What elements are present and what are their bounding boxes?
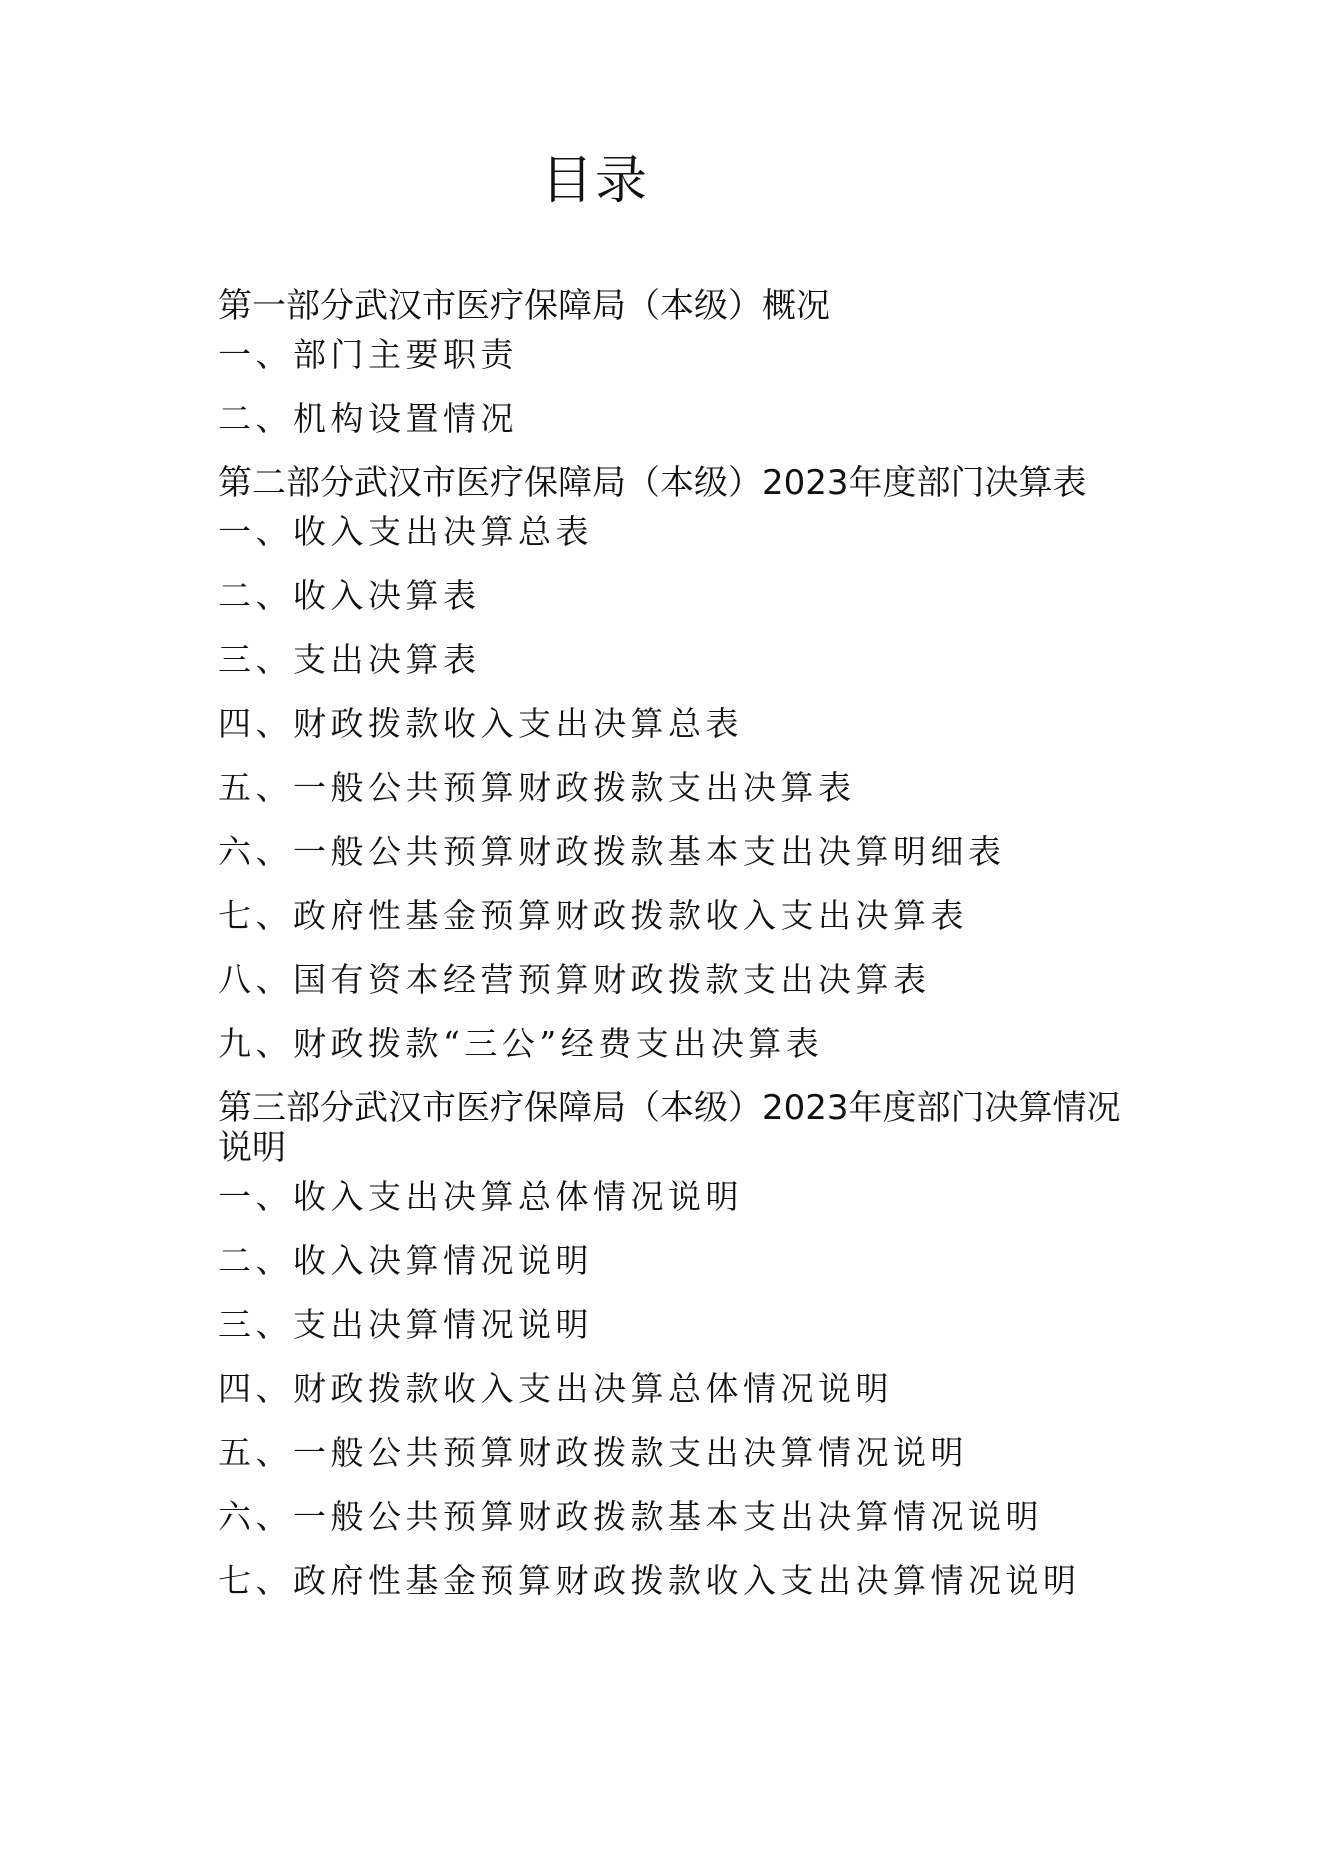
- table-of-contents: [218, 278, 1153, 1625]
- toc-item[interactable]: 二、收入决算表: [218, 576, 481, 615]
- toc-item[interactable]: 六、一般公共预算财政拨款基本支出决算情况说明: [218, 1497, 1043, 1536]
- toc-item[interactable]: 五、一般公共预算财政拨款支出决算情况说明: [218, 1433, 968, 1472]
- toc-item[interactable]: 一、部门主要职责: [218, 335, 518, 374]
- toc-item[interactable]: 三、支出决算表: [218, 640, 481, 679]
- toc-item[interactable]: 一、收入支出决算总表: [218, 512, 593, 551]
- toc-item[interactable]: 一、收入支出决算总体情况说明: [218, 1177, 743, 1216]
- toc-part-2-heading[interactable]: 第二部分武汉市医疗保障局（本级）2023年度部门决算表: [218, 463, 1087, 503]
- toc-item[interactable]: 二、机构设置情况: [218, 399, 518, 438]
- toc-item[interactable]: 四、财政拨款收入支出决算总表: [218, 704, 743, 743]
- toc-item[interactable]: 四、财政拨款收入支出决算总体情况说明: [218, 1369, 893, 1408]
- toc-item[interactable]: 七、政府性基金预算财政拨款收入支出决算表: [218, 896, 968, 935]
- toc-item[interactable]: 三、支出决算情况说明: [218, 1305, 593, 1344]
- toc-item[interactable]: 六、一般公共预算财政拨款基本支出决算明细表: [218, 832, 1006, 871]
- page-title: 目录: [540, 151, 649, 211]
- toc-part-3-heading[interactable]: 第三部分武汉市医疗保障局（本级）2023年度部门决算情况说明: [218, 1088, 1121, 1168]
- toc-item[interactable]: 八、国有资本经营预算财政拨款支出决算表: [218, 960, 931, 999]
- toc-item[interactable]: 九、财政拨款“三公”经费支出决算表: [218, 1024, 824, 1063]
- toc-part-1-heading[interactable]: 第一部分武汉市医疗保障局（本级）概况: [218, 286, 830, 326]
- toc-item[interactable]: 五、一般公共预算财政拨款支出决算表: [218, 768, 856, 807]
- toc-item[interactable]: 七、政府性基金预算财政拨款收入支出决算情况说明: [218, 1561, 1081, 1600]
- toc-item[interactable]: 二、收入决算情况说明: [218, 1241, 593, 1280]
